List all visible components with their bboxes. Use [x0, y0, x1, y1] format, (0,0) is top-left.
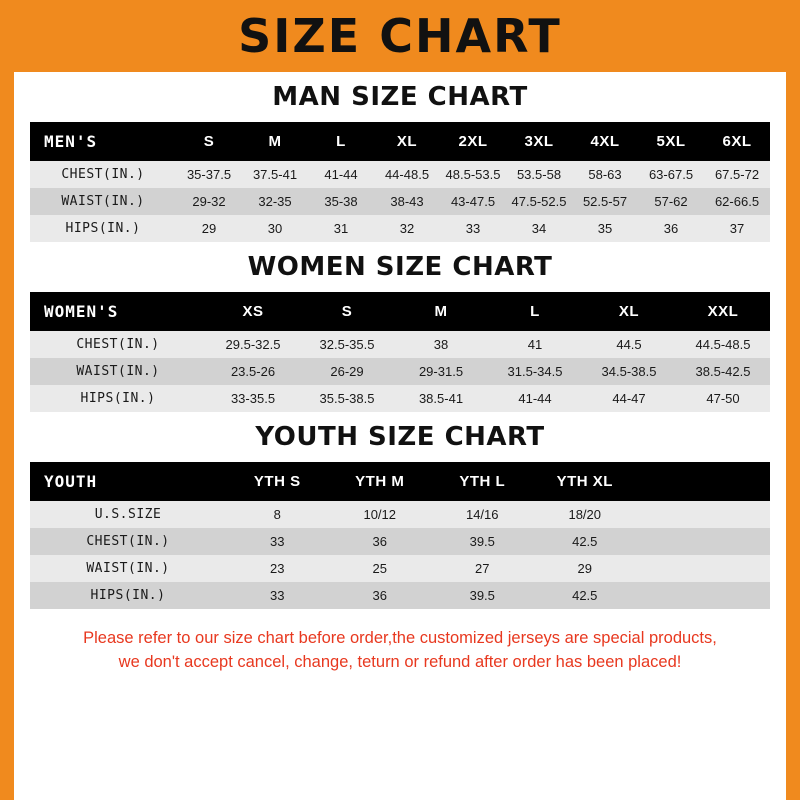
- youth-cell-1-0: 33: [226, 528, 329, 555]
- youth-cell-0-1: 10/12: [329, 501, 432, 528]
- table-row: [30, 215, 770, 242]
- men-row-label-0: CHEST(IN.): [30, 161, 176, 188]
- men-size-table: [30, 122, 770, 242]
- women-cell-2-1: 35.5-38.5: [300, 385, 394, 412]
- women-cell-0-1: 32.5-35.5: [300, 331, 394, 358]
- women-cell-1-2: 29-31.5: [394, 358, 488, 385]
- table-header-row: [30, 292, 770, 331]
- youth-cell-2-2: 27: [431, 555, 534, 582]
- table-row: [30, 161, 770, 188]
- men-cell-0-4: 48.5-53.5: [440, 161, 506, 188]
- men-cell-2-3: 32: [374, 215, 440, 242]
- women-cell-2-3: 41-44: [488, 385, 582, 412]
- youth-cell-0-3: 18/20: [534, 501, 637, 528]
- youth-cell-0-2: 14/16: [431, 501, 534, 528]
- women-header-col-5: XXL: [676, 292, 770, 331]
- table-row: [30, 528, 770, 555]
- table-row: [30, 582, 770, 609]
- women-row-label-0: CHEST(IN.): [30, 331, 206, 358]
- men-header-col-0: S: [176, 122, 242, 161]
- section-title-men: MAN SIZE CHART: [272, 82, 528, 112]
- men-cell-2-7: 36: [638, 215, 704, 242]
- men-header-col-4: 2XL: [440, 122, 506, 161]
- men-cell-2-1: 30: [242, 215, 308, 242]
- youth-cell-1-3: 42.5: [534, 528, 637, 555]
- youth-cell-3-2: 39.5: [431, 582, 534, 609]
- women-header-col-3: L: [488, 292, 582, 331]
- men-cell-0-2: 41-44: [308, 161, 374, 188]
- men-header-col-3: XL: [374, 122, 440, 161]
- order-policy-note: [38, 627, 762, 675]
- women-cell-1-3: 31.5-34.5: [488, 358, 582, 385]
- women-cell-1-1: 26-29: [300, 358, 394, 385]
- men-table-head: [30, 122, 770, 161]
- youth-cell-1-1: 36: [329, 528, 432, 555]
- youth-header-spacer: [636, 462, 770, 501]
- women-cell-1-5: 38.5-42.5: [676, 358, 770, 385]
- men-cell-0-6: 58-63: [572, 161, 638, 188]
- men-header-col-5: 3XL: [506, 122, 572, 161]
- youth-row-label-1: CHEST(IN.): [30, 528, 226, 555]
- men-cell-0-7: 63-67.5: [638, 161, 704, 188]
- section-youth: [28, 422, 772, 609]
- youth-table-head: [30, 462, 770, 501]
- women-cell-1-0: 23.5-26: [206, 358, 300, 385]
- men-header-col-7: 5XL: [638, 122, 704, 161]
- youth-cell-2-1: 25: [329, 555, 432, 582]
- men-cell-0-3: 44-48.5: [374, 161, 440, 188]
- youth-header-col-3: YTH XL: [534, 462, 637, 501]
- youth-header-col-0: YTH S: [226, 462, 329, 501]
- table-row: [30, 358, 770, 385]
- section-women: [28, 252, 772, 412]
- women-header-col-4: XL: [582, 292, 676, 331]
- women-table-body: [30, 331, 770, 412]
- youth-size-table: [30, 462, 770, 609]
- youth-cell-2-3: 29: [534, 555, 637, 582]
- men-cell-2-2: 31: [308, 215, 374, 242]
- youth-cell-3-0: 33: [226, 582, 329, 609]
- men-cell-1-4: 43-47.5: [440, 188, 506, 215]
- women-cell-2-2: 38.5-41: [394, 385, 488, 412]
- youth-cell-2-0: 23: [226, 555, 329, 582]
- women-cell-2-4: 44-47: [582, 385, 676, 412]
- men-cell-0-5: 53.5-58: [506, 161, 572, 188]
- women-header-corner: WOMEN'S: [30, 292, 206, 331]
- men-cell-1-7: 57-62: [638, 188, 704, 215]
- men-header-col-8: 6XL: [704, 122, 770, 161]
- youth-header-corner: YOUTH: [30, 462, 226, 501]
- men-cell-2-5: 34: [506, 215, 572, 242]
- men-row-label-2: HIPS(IN.): [30, 215, 176, 242]
- youth-cell-3-spacer: [636, 582, 770, 609]
- men-cell-1-6: 52.5-57: [572, 188, 638, 215]
- women-table-head: [30, 292, 770, 331]
- women-header-col-0: XS: [206, 292, 300, 331]
- women-cell-0-3: 41: [488, 331, 582, 358]
- section-title-youth: YOUTH SIZE CHART: [255, 422, 545, 452]
- table-header-row: [30, 462, 770, 501]
- men-row-label-1: WAIST(IN.): [30, 188, 176, 215]
- men-cell-1-3: 38-43: [374, 188, 440, 215]
- table-row: [30, 331, 770, 358]
- table-row: [30, 501, 770, 528]
- men-header-col-6: 4XL: [572, 122, 638, 161]
- men-cell-2-8: 37: [704, 215, 770, 242]
- youth-row-label-0: U.S.SIZE: [30, 501, 226, 528]
- youth-cell-0-0: 8: [226, 501, 329, 528]
- table-row: [30, 555, 770, 582]
- men-cell-2-6: 35: [572, 215, 638, 242]
- women-cell-0-2: 38: [394, 331, 488, 358]
- women-row-label-1: WAIST(IN.): [30, 358, 206, 385]
- youth-cell-3-1: 36: [329, 582, 432, 609]
- youth-cell-0-spacer: [636, 501, 770, 528]
- men-cell-2-4: 33: [440, 215, 506, 242]
- youth-cell-1-2: 39.5: [431, 528, 534, 555]
- youth-header-col-2: YTH L: [431, 462, 534, 501]
- page-title: SIZE CHART: [238, 9, 562, 63]
- content: [14, 82, 786, 675]
- youth-cell-2-spacer: [636, 555, 770, 582]
- men-header-corner: MEN'S: [30, 122, 176, 161]
- men-header-col-2: L: [308, 122, 374, 161]
- youth-cell-1-spacer: [636, 528, 770, 555]
- note-line-2: we don't accept cancel, change, teturn or refund after order has been placed!: [118, 652, 682, 671]
- men-cell-0-1: 37.5-41: [242, 161, 308, 188]
- youth-cell-3-3: 42.5: [534, 582, 637, 609]
- men-cell-1-2: 35-38: [308, 188, 374, 215]
- men-cell-1-8: 62-66.5: [704, 188, 770, 215]
- banner: [0, 0, 800, 72]
- men-cell-0-0: 35-37.5: [176, 161, 242, 188]
- section-title-women: WOMEN SIZE CHART: [247, 252, 553, 282]
- women-cell-0-4: 44.5: [582, 331, 676, 358]
- men-cell-2-0: 29: [176, 215, 242, 242]
- men-cell-1-1: 32-35: [242, 188, 308, 215]
- women-size-table: [30, 292, 770, 412]
- women-header-col-1: S: [300, 292, 394, 331]
- women-cell-2-5: 47-50: [676, 385, 770, 412]
- men-cell-1-0: 29-32: [176, 188, 242, 215]
- women-header-col-2: M: [394, 292, 488, 331]
- table-row: [30, 385, 770, 412]
- table-header-row: [30, 122, 770, 161]
- men-table-body: [30, 161, 770, 242]
- men-header-col-1: M: [242, 122, 308, 161]
- women-cell-1-4: 34.5-38.5: [582, 358, 676, 385]
- youth-header-col-1: YTH M: [329, 462, 432, 501]
- youth-table-body: [30, 501, 770, 609]
- section-men: [28, 82, 772, 242]
- women-cell-2-0: 33-35.5: [206, 385, 300, 412]
- women-cell-0-5: 44.5-48.5: [676, 331, 770, 358]
- women-cell-0-0: 29.5-32.5: [206, 331, 300, 358]
- youth-row-label-3: HIPS(IN.): [30, 582, 226, 609]
- men-cell-0-8: 67.5-72: [704, 161, 770, 188]
- note-line-1: Please refer to our size chart before order,the customized jerseys are special products,: [83, 629, 717, 647]
- men-cell-1-5: 47.5-52.5: [506, 188, 572, 215]
- youth-row-label-2: WAIST(IN.): [30, 555, 226, 582]
- women-row-label-2: HIPS(IN.): [30, 385, 206, 412]
- table-row: [30, 188, 770, 215]
